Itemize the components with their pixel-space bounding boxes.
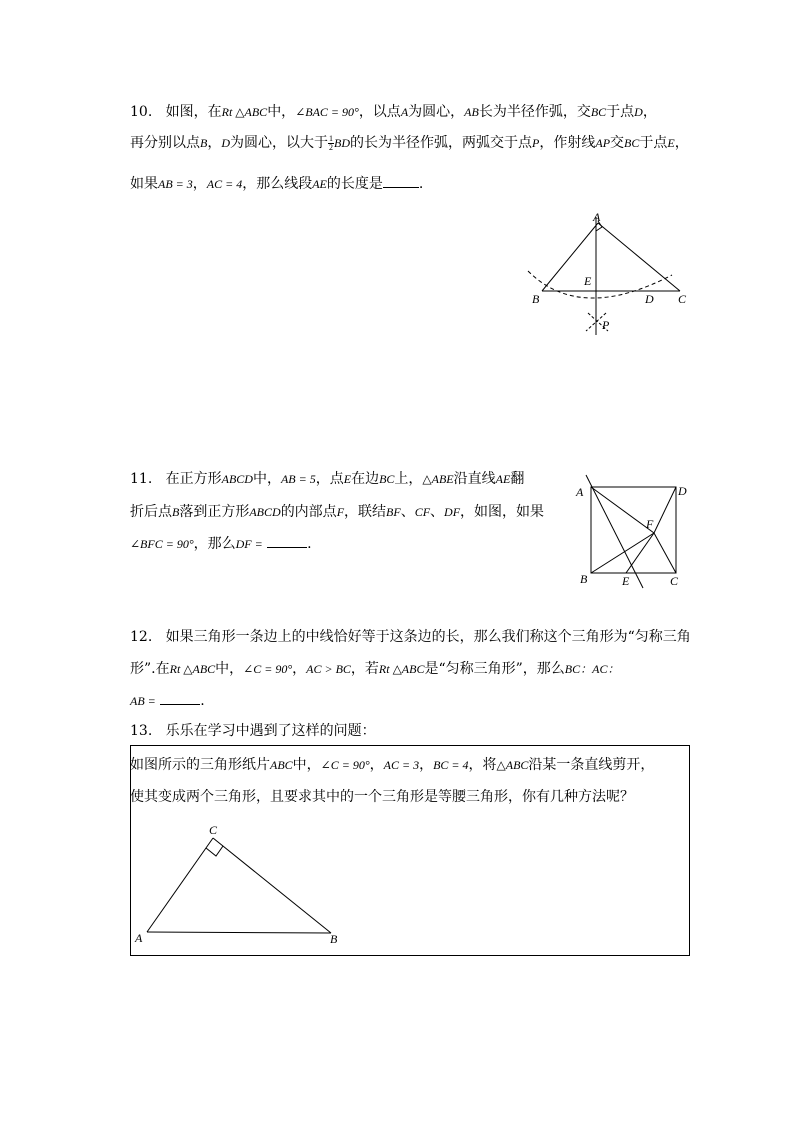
q13-line-3: 使其变成两个三角形，且要求其中的一个三角形是等腰三角形，你有几种方法呢？ xyxy=(130,789,634,805)
q11-seg-cf xyxy=(654,533,676,573)
q10-fraction: $\frac{1}{2}$ xyxy=(329,133,334,152)
q12-line-2: 形”.在Rt △ABC中，∠C = 90°，AC > BC，若Rt △ABC是“匀称三角形”，那么BC：AC： xyxy=(130,661,620,677)
q10-seg-ac xyxy=(598,223,680,291)
q11-label-f: F xyxy=(646,517,654,531)
q11-seg-af xyxy=(591,487,654,533)
q13-problem-box xyxy=(130,745,690,956)
q12-line-3: AB = . xyxy=(130,693,205,709)
q11-line-2: 折后点B落到正方形ABCD的内部点F，联结BF、CF、DF，如图，如果 xyxy=(130,504,545,520)
q11-seg-bf xyxy=(591,533,654,573)
q13-figure xyxy=(131,746,689,955)
q10-line-3: 如果AB = 3，AC = 4，那么线段AE的长度是 . xyxy=(130,176,424,192)
q13-seg-ab xyxy=(147,932,331,933)
q11-line-1: 11. 在正方形ABCD中，AB = 5，点E在边BC上，△ABE沿直线AE翻 xyxy=(130,471,525,487)
q11-label-d: D xyxy=(678,484,687,498)
q11-square xyxy=(591,487,676,573)
q11-line-3: ∠BFC = 90°，那么DF = . xyxy=(130,536,312,552)
q10-label-d: D xyxy=(645,292,654,306)
q12-line-1: 12. 如果三角形一条边上的中线恰好等于这条边的长，那么我们称这个三角形为“匀称三角 xyxy=(130,629,691,645)
q10-answer-blank xyxy=(383,175,419,188)
q13-line-1: 13. 乐乐在学习中遇到了这样的问题： xyxy=(130,723,376,739)
q10-label-c: C xyxy=(678,292,687,306)
q10-label-b: B xyxy=(532,292,540,306)
q12-number: 12. xyxy=(130,629,153,645)
q10-figure xyxy=(520,205,700,340)
q10-number: 10. xyxy=(130,104,153,120)
q10-label-a: A xyxy=(593,210,601,224)
q10-label-p: P xyxy=(602,318,610,332)
q11-seg-df xyxy=(654,487,676,533)
q13-label-a: A xyxy=(135,931,143,945)
q11-label-e: E xyxy=(622,574,630,588)
q10-label-e: E xyxy=(584,274,592,288)
q13-line-2: 如图所示的三角形纸片ABC中，∠C = 90°，AC = 3，BC = 4，将△ABC沿某一条直线剪开， xyxy=(130,757,655,773)
q11-figure xyxy=(570,470,700,595)
q11-seg-ef xyxy=(626,533,654,573)
q13-seg-ac xyxy=(147,838,213,932)
q11-label-c: C xyxy=(670,574,679,588)
q13-label-c: C xyxy=(209,823,218,837)
q10-line-2: 再分别以点B，D为圆心，以大于 $\frac{1}{2}$ BD的长为半径作弧，两弧交于点P，作射线AP交BC于点E， xyxy=(130,133,689,152)
q11-label-b: B xyxy=(580,572,588,586)
q12-answer-blank xyxy=(160,692,200,705)
q13-number: 13. xyxy=(130,723,153,739)
q13-label-b: B xyxy=(330,932,338,946)
q11-label-a: A xyxy=(576,485,584,499)
q11-answer-blank xyxy=(267,535,307,548)
q11-number: 11. xyxy=(130,471,153,487)
q13-seg-cb xyxy=(213,838,331,933)
q10-line-1: 10. 如图，在Rt △ABC中，∠BAC = 90°，以点A为圆心，AB长为半径作弧，交BC于点D， xyxy=(130,104,657,120)
q13-right-angle-mark xyxy=(206,846,223,856)
